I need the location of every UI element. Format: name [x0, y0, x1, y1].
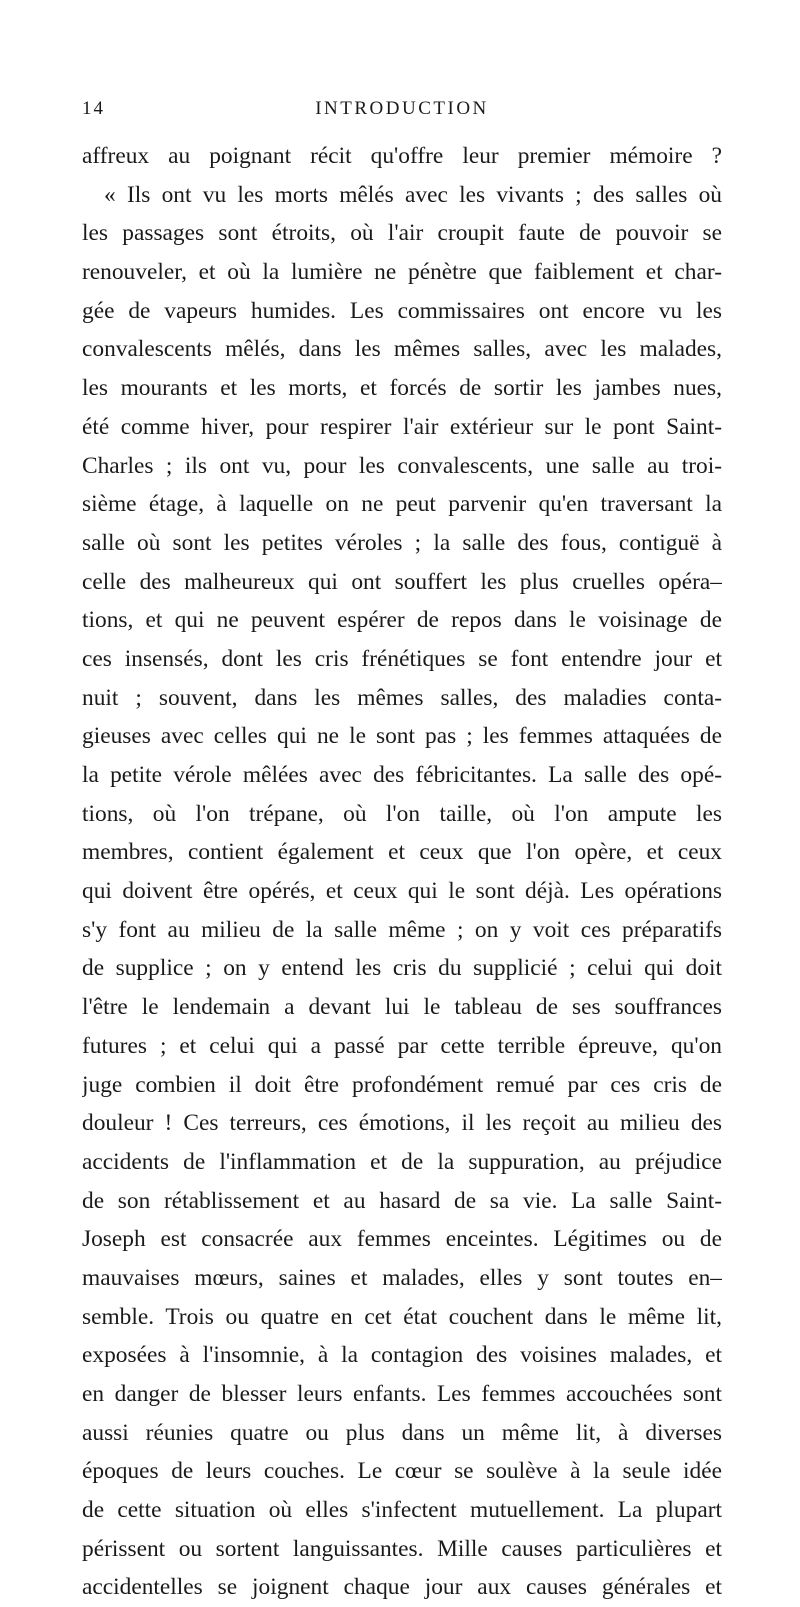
text-line: périssent ou sortent languissantes. Mille causes particulières et	[82, 1535, 722, 1562]
text-line: accidentelles se joignent chaque jour aux causes générales et	[82, 1574, 722, 1601]
text-line: nuit ; souvent, dans les mêmes salles, des maladies conta-	[82, 684, 722, 711]
text-line: accidents de l'inflammation et de la suppuration, au préjudice	[82, 1148, 722, 1175]
text-line: « Ils ont vu les morts mêlés avec les vivants ; des salles où	[104, 181, 722, 208]
text-line: la petite vérole mêlées avec des fébricitantes. La salle des opé-	[82, 762, 722, 788]
text-line: celle des malheureux qui ont souffert les plus cruelles opéra–	[82, 568, 722, 595]
text-line: s'y font au milieu de la salle même ; on y voit ces préparatifs	[82, 916, 722, 943]
text-line: tions, où l'on trépane, où l'on taille, où l'on ampute les	[82, 800, 722, 827]
text-line: membres, contient également et ceux que l'on opère, et ceux	[82, 839, 722, 866]
text-line: époques de leurs couches. Le cœur se soulève à la seule idée	[82, 1458, 722, 1485]
text-line: gée de vapeurs humides. Les commissaires ont encore vu les	[82, 297, 722, 324]
text-line: l'être le lendemain a devant lui le tableau de ses souffrances	[82, 994, 722, 1021]
text-line: Joseph est consacrée aux femmes enceintes. Légitimes ou de	[82, 1226, 722, 1253]
running-title: INTRODUCTION	[315, 98, 489, 119]
text-line: les passages sont étroits, où l'air croupit faute de pouvoir se	[82, 220, 722, 247]
text-line: aussi réunies quatre ou plus dans un même lit, à diverses	[82, 1419, 722, 1446]
text-line: de supplice ; on y entend les cris du supplicié ; celui qui doit	[82, 955, 722, 982]
text-line: Charles ; ils ont vu, pour les convalescents, une salle au troi-	[82, 452, 722, 479]
text-line: affreux au poignant récit qu'offre leur premier mémoire ?	[82, 143, 722, 169]
text-line: salle où sont les petites véroles ; la salle des fous, contiguë à	[82, 529, 722, 556]
text-line: renouveler, et où la lumière ne pénètre que faiblement et char-	[82, 259, 722, 286]
text-line: tions, et qui ne peuvent espérer de repos dans le voisinage de	[82, 607, 722, 634]
page-header	[82, 98, 722, 124]
text-line: convalescents mêlés, dans les mêmes salles, avec les malades,	[82, 336, 722, 363]
text-line: exposées à l'insomnie, à la contagion des voisines malades, et	[82, 1342, 722, 1369]
text-line: semble. Trois ou quatre en cet état couchent dans le même lit,	[82, 1303, 722, 1330]
text-line: douleur ! Ces terreurs, ces émotions, il les reçoit au milieu des	[82, 1110, 722, 1137]
text-line: de son rétablissement et au hasard de sa vie. La salle Saint-	[82, 1187, 722, 1214]
text-line: en danger de blesser leurs enfants. Les femmes accouchées sont	[82, 1381, 722, 1407]
text-line: sième étage, à laquelle on ne peut parvenir qu'en traversant la	[82, 491, 722, 518]
text-line: été comme hiver, pour respirer l'air extérieur sur le pont Saint-	[82, 413, 722, 440]
text-line: juge combien il doit être profondément remué par ces cris de	[82, 1071, 722, 1098]
text-line: mauvaises mœurs, saines et malades, elles y sont toutes en–	[82, 1264, 722, 1291]
page-number: 14	[82, 98, 105, 119]
text-line: ces insensés, dont les cris frénétiques se font entendre jour et	[82, 645, 722, 672]
text-line: qui doivent être opérés, et ceux qui le sont déjà. Les opérations	[82, 878, 722, 905]
text-line: de cette situation où elles s'infectent mutuellement. La plupart	[82, 1497, 722, 1524]
text-line: gieuses avec celles qui ne le sont pas ; les femmes attaquées de	[82, 723, 722, 750]
body-paragraph	[82, 137, 722, 1607]
text-line: futures ; et celui qui a passé par cette terrible épreuve, qu'on	[82, 1032, 722, 1059]
text-line: les mourants et les morts, et forcés de sortir les jambes nues,	[82, 375, 722, 402]
